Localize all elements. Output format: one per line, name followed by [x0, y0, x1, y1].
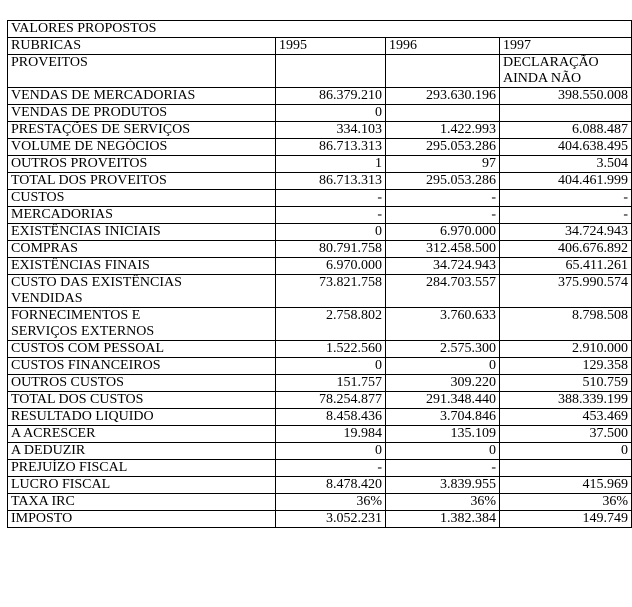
- row-value: 8.798.508: [500, 308, 632, 341]
- table-row: [8, 375, 632, 392]
- row-value: -: [276, 207, 386, 224]
- table-row: [8, 207, 632, 224]
- row-value: 415.969: [500, 477, 632, 494]
- header-rubricas: RUBRICAS: [8, 38, 276, 55]
- row-value: 284.703.557: [386, 275, 500, 308]
- table-title-row: [8, 21, 632, 38]
- row-value: 0: [500, 443, 632, 460]
- table-row: [8, 443, 632, 460]
- row-value: 149.749: [500, 511, 632, 528]
- row-value: 2.758.802: [276, 308, 386, 341]
- row-value: 406.676.892: [500, 241, 632, 258]
- row-label: EXISTÊNCIAS INICIAIS: [8, 224, 276, 241]
- row-label: PRESTAÇÕES DE SERVIÇOS: [8, 122, 276, 139]
- table-row: [8, 494, 632, 511]
- table-row: [8, 460, 632, 477]
- row-value: 398.550.008: [500, 88, 632, 105]
- row-label: A ACRESCER: [8, 426, 276, 443]
- row-value: 404.461.999: [500, 173, 632, 190]
- row-label: LUCRO FISCAL: [8, 477, 276, 494]
- row-value: -: [276, 190, 386, 207]
- row-value: 34.724.943: [500, 224, 632, 241]
- table-row: [8, 122, 632, 139]
- row-label: PROVEITOS: [8, 55, 276, 88]
- row-value: 3.760.633: [386, 308, 500, 341]
- row-label: CUSTOS COM PESSOAL: [8, 341, 276, 358]
- row-value: [276, 55, 386, 88]
- row-label: RESULTADO LIQUIDO: [8, 409, 276, 426]
- row-value: 19.984: [276, 426, 386, 443]
- row-label: CUSTOS FINANCEIROS: [8, 358, 276, 375]
- table-row: [8, 173, 632, 190]
- row-value: 293.630.196: [386, 88, 500, 105]
- table-row: [8, 258, 632, 275]
- row-label: MERCADORIAS: [8, 207, 276, 224]
- row-label: PREJUÍZO FISCAL: [8, 460, 276, 477]
- row-value: 309.220: [386, 375, 500, 392]
- row-value: 6.970.000: [386, 224, 500, 241]
- row-label: TOTAL DOS CUSTOS: [8, 392, 276, 409]
- row-value: 404.638.495: [500, 139, 632, 156]
- row-value: [500, 460, 632, 477]
- row-value: DECLARAÇÃO AINDA NÃO: [500, 55, 632, 88]
- row-value: 78.254.877: [276, 392, 386, 409]
- table-row: [8, 426, 632, 443]
- row-value: 3.504: [500, 156, 632, 173]
- row-value: 80.791.758: [276, 241, 386, 258]
- row-label: CUSTO DAS EXISTÊNCIAS VENDIDAS: [8, 275, 276, 308]
- table-row: [8, 88, 632, 105]
- row-value: -: [500, 190, 632, 207]
- row-label: VENDAS DE MERCADORIAS: [8, 88, 276, 105]
- table-row: [8, 224, 632, 241]
- row-value: 3.704.846: [386, 409, 500, 426]
- table-row: [8, 156, 632, 173]
- row-value: 1: [276, 156, 386, 173]
- header-year-1996: 1996: [386, 38, 500, 55]
- row-value: 510.759: [500, 375, 632, 392]
- row-label: FORNECIMENTOS E SERVIÇOS EXTERNOS: [8, 308, 276, 341]
- table-row: [8, 392, 632, 409]
- table-row: [8, 511, 632, 528]
- row-value: 86.713.313: [276, 139, 386, 156]
- row-value: 334.103: [276, 122, 386, 139]
- row-value: 1.382.384: [386, 511, 500, 528]
- valores-propostos-table: [7, 20, 632, 528]
- row-label: TAXA IRC: [8, 494, 276, 511]
- row-value: 312.458.500: [386, 241, 500, 258]
- row-value: 6.970.000: [276, 258, 386, 275]
- row-value: 3.839.955: [386, 477, 500, 494]
- table-row: [8, 275, 632, 308]
- row-value: 86.379.210: [276, 88, 386, 105]
- row-label: OUTROS CUSTOS: [8, 375, 276, 392]
- row-value: 73.821.758: [276, 275, 386, 308]
- row-label: VENDAS DE PRODUTOS: [8, 105, 276, 122]
- row-value: 36%: [276, 494, 386, 511]
- row-value: 453.469: [500, 409, 632, 426]
- row-value: 37.500: [500, 426, 632, 443]
- row-value: [500, 105, 632, 122]
- row-value: 36%: [386, 494, 500, 511]
- row-value: 2.910.000: [500, 341, 632, 358]
- table-header-row: [8, 38, 632, 55]
- table-row: [8, 341, 632, 358]
- row-value: 0: [276, 105, 386, 122]
- table-row: [8, 55, 632, 88]
- row-value: 8.478.420: [276, 477, 386, 494]
- row-value: -: [276, 460, 386, 477]
- row-value: 0: [386, 443, 500, 460]
- row-value: 295.053.286: [386, 173, 500, 190]
- row-value: 3.052.231: [276, 511, 386, 528]
- row-value: 129.358: [500, 358, 632, 375]
- row-label: VOLUME DE NEGÓCIOS: [8, 139, 276, 156]
- row-label: CUSTOS: [8, 190, 276, 207]
- row-value: -: [386, 207, 500, 224]
- row-label: A DEDUZIR: [8, 443, 276, 460]
- row-value: 295.053.286: [386, 139, 500, 156]
- row-value: 1.522.560: [276, 341, 386, 358]
- table-row: [8, 358, 632, 375]
- row-value: 6.088.487: [500, 122, 632, 139]
- row-value: -: [386, 190, 500, 207]
- row-label: IMPOSTO: [8, 511, 276, 528]
- table-row: [8, 241, 632, 258]
- row-value: -: [500, 207, 632, 224]
- row-value: 2.575.300: [386, 341, 500, 358]
- row-value: 86.713.313: [276, 173, 386, 190]
- table-row: [8, 139, 632, 156]
- row-value: [386, 55, 500, 88]
- row-value: 1.422.993: [386, 122, 500, 139]
- row-value: 0: [276, 443, 386, 460]
- row-value: 34.724.943: [386, 258, 500, 275]
- row-value: 97: [386, 156, 500, 173]
- table-row: [8, 105, 632, 122]
- table-row: [8, 409, 632, 426]
- header-year-1995: 1995: [276, 38, 386, 55]
- row-value: 8.458.436: [276, 409, 386, 426]
- table-row: [8, 477, 632, 494]
- table-title: VALORES PROPOSTOS: [8, 21, 632, 38]
- table-row: [8, 190, 632, 207]
- row-label: TOTAL DOS PROVEITOS: [8, 173, 276, 190]
- row-label: COMPRAS: [8, 241, 276, 258]
- row-value: 0: [386, 358, 500, 375]
- row-value: -: [386, 460, 500, 477]
- row-value: 0: [276, 358, 386, 375]
- row-value: 135.109: [386, 426, 500, 443]
- row-value: 36%: [500, 494, 632, 511]
- row-value: [386, 105, 500, 122]
- header-year-1997: 1997: [500, 38, 632, 55]
- row-value: 0: [276, 224, 386, 241]
- row-label: OUTROS PROVEITOS: [8, 156, 276, 173]
- row-label: EXISTÊNCIAS FINAIS: [8, 258, 276, 275]
- row-value: 65.411.261: [500, 258, 632, 275]
- table-row: [8, 308, 632, 341]
- row-value: 151.757: [276, 375, 386, 392]
- row-value: 388.339.199: [500, 392, 632, 409]
- row-value: 375.990.574: [500, 275, 632, 308]
- row-value: 291.348.440: [386, 392, 500, 409]
